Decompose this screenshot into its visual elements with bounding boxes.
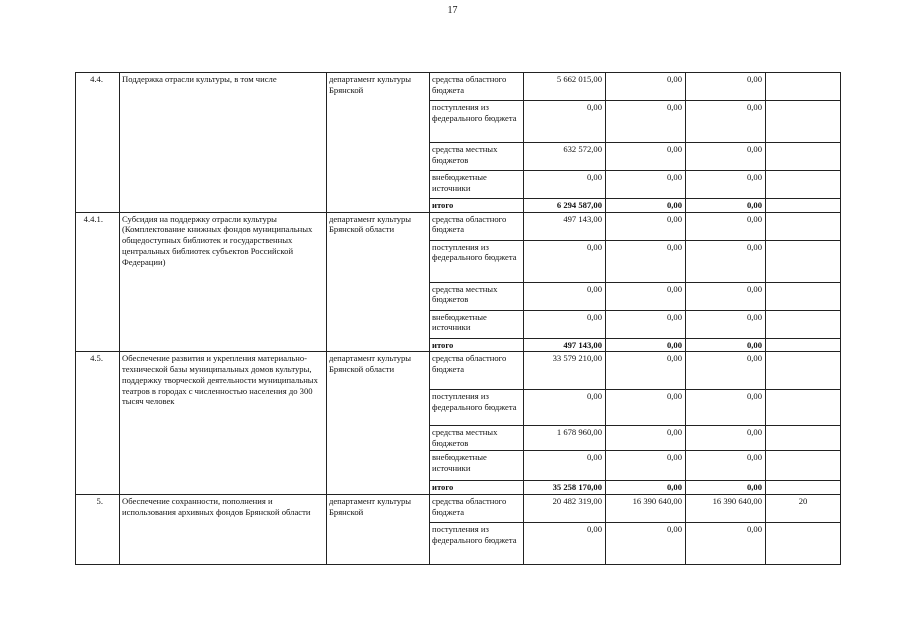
- funding-source: внебюджетные источники: [430, 451, 524, 481]
- indicator-ref: [766, 171, 841, 199]
- item-name: Обеспечение развития и укрепления материально-технической базы муниципальных домов культуры, поддержку творческой деятельности муниципальных театров в городах с численностью населения до 300 тысяч человек: [120, 352, 327, 495]
- amount-year-3: 0,00: [686, 481, 766, 495]
- amount-year-2: 16 390 640,00: [606, 495, 686, 523]
- amount-year-2: 0,00: [606, 240, 686, 282]
- amount-year-3: 0,00: [686, 199, 766, 213]
- indicator-ref: [766, 390, 841, 426]
- amount-year-1: 497 143,00: [524, 212, 606, 240]
- item-executor: департамент культуры Брянской: [327, 495, 430, 565]
- amount-year-3: 0,00: [686, 523, 766, 565]
- amount-year-2: 0,00: [606, 101, 686, 143]
- indicator-ref: [766, 143, 841, 171]
- item-name: Субсидия на поддержку отрасли культуры (Комплектование книжных фондов муниципальных общедоступных библиотек и государственных центральных библиотек субъектов Российской Федерации): [120, 212, 327, 352]
- amount-year-1: 0,00: [524, 171, 606, 199]
- funding-source: средства местных бюджетов: [430, 143, 524, 171]
- budget-table: [75, 72, 841, 565]
- page-number: 17: [447, 5, 458, 16]
- amount-year-1: 0,00: [524, 390, 606, 426]
- amount-year-2: 0,00: [606, 338, 686, 352]
- amount-year-3: 0,00: [686, 73, 766, 101]
- amount-year-1: 0,00: [524, 101, 606, 143]
- amount-year-3: 16 390 640,00: [686, 495, 766, 523]
- amount-year-2: 0,00: [606, 310, 686, 338]
- amount-year-2: 0,00: [606, 212, 686, 240]
- amount-year-2: 0,00: [606, 171, 686, 199]
- amount-year-3: 0,00: [686, 352, 766, 390]
- funding-source: итого: [430, 338, 524, 352]
- item-number: 5.: [76, 495, 120, 565]
- amount-year-1: 0,00: [524, 240, 606, 282]
- table-row: [76, 73, 841, 101]
- item-executor: департамент культуры Брянской области: [327, 212, 430, 352]
- amount-year-1: 5 662 015,00: [524, 73, 606, 101]
- amount-year-2: 0,00: [606, 282, 686, 310]
- amount-year-2: 0,00: [606, 451, 686, 481]
- amount-year-2: 0,00: [606, 426, 686, 451]
- item-name: Обеспечение сохранности, пополнения и использования архивных фондов Брянской области: [120, 495, 327, 565]
- funding-source: средства областного бюджета: [430, 495, 524, 523]
- funding-source: средства местных бюджетов: [430, 282, 524, 310]
- funding-source: средства областного бюджета: [430, 212, 524, 240]
- amount-year-3: 0,00: [686, 338, 766, 352]
- indicator-ref: [766, 212, 841, 240]
- indicator-ref: [766, 101, 841, 143]
- funding-source: поступления из федерального бюджета: [430, 240, 524, 282]
- amount-year-3: 0,00: [686, 451, 766, 481]
- indicator-ref: [766, 481, 841, 495]
- funding-source: внебюджетные источники: [430, 171, 524, 199]
- amount-year-1: 0,00: [524, 282, 606, 310]
- item-number: 4.4.: [76, 73, 120, 213]
- amount-year-1: 632 572,00: [524, 143, 606, 171]
- amount-year-1: 0,00: [524, 310, 606, 338]
- amount-year-1: 0,00: [524, 523, 606, 565]
- indicator-ref: [766, 282, 841, 310]
- item-executor: департамент культуры Брянской области: [327, 352, 430, 495]
- amount-year-2: 0,00: [606, 390, 686, 426]
- indicator-ref: [766, 352, 841, 390]
- table-row: [76, 495, 841, 523]
- amount-year-3: 0,00: [686, 426, 766, 451]
- item-executor: департамент культуры Брянской: [327, 73, 430, 213]
- funding-source: поступления из федерального бюджета: [430, 390, 524, 426]
- table-row: [76, 212, 841, 240]
- indicator-ref: [766, 199, 841, 213]
- indicator-ref: [766, 451, 841, 481]
- funding-source: поступления из федерального бюджета: [430, 101, 524, 143]
- table-row: [76, 352, 841, 390]
- amount-year-3: 0,00: [686, 212, 766, 240]
- amount-year-1: 20 482 319,00: [524, 495, 606, 523]
- amount-year-1: 6 294 587,00: [524, 199, 606, 213]
- amount-year-1: 0,00: [524, 451, 606, 481]
- funding-source: средства областного бюджета: [430, 352, 524, 390]
- indicator-ref: [766, 338, 841, 352]
- amount-year-1: 1 678 960,00: [524, 426, 606, 451]
- amount-year-1: 33 579 210,00: [524, 352, 606, 390]
- amount-year-1: 35 258 170,00: [524, 481, 606, 495]
- amount-year-2: 0,00: [606, 352, 686, 390]
- indicator-ref: [766, 310, 841, 338]
- indicator-ref: [766, 73, 841, 101]
- funding-source: итого: [430, 199, 524, 213]
- amount-year-3: 0,00: [686, 143, 766, 171]
- amount-year-1: 497 143,00: [524, 338, 606, 352]
- indicator-ref: 20: [766, 495, 841, 523]
- funding-source: итого: [430, 481, 524, 495]
- funding-source: внебюджетные источники: [430, 310, 524, 338]
- funding-source: средства областного бюджета: [430, 73, 524, 101]
- indicator-ref: [766, 426, 841, 451]
- indicator-ref: [766, 523, 841, 565]
- item-number: 4.5.: [76, 352, 120, 495]
- item-name: Поддержка отрасли культуры, в том числе: [120, 73, 327, 213]
- item-number: 4.4.1.: [76, 212, 120, 352]
- amount-year-3: 0,00: [686, 101, 766, 143]
- amount-year-3: 0,00: [686, 310, 766, 338]
- amount-year-2: 0,00: [606, 73, 686, 101]
- indicator-ref: [766, 240, 841, 282]
- amount-year-3: 0,00: [686, 390, 766, 426]
- funding-source: средства местных бюджетов: [430, 426, 524, 451]
- amount-year-3: 0,00: [686, 171, 766, 199]
- amount-year-2: 0,00: [606, 199, 686, 213]
- amount-year-2: 0,00: [606, 523, 686, 565]
- amount-year-2: 0,00: [606, 481, 686, 495]
- funding-source: поступления из федерального бюджета: [430, 523, 524, 565]
- amount-year-3: 0,00: [686, 282, 766, 310]
- amount-year-3: 0,00: [686, 240, 766, 282]
- amount-year-2: 0,00: [606, 143, 686, 171]
